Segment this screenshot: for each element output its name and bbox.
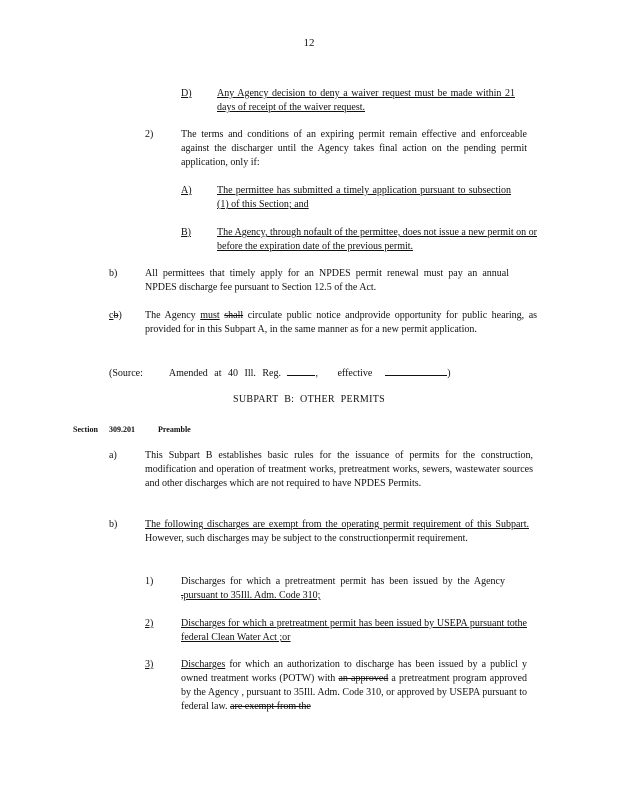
item-b-exempt-underlined: The following discharges are exempt from the operating permit requirement of this Subpart. <box>145 519 529 530</box>
source-blank-2 <box>385 365 447 376</box>
exempt-item-1-part-b: pursuant to 35Ill. Adm. Code 310; <box>183 590 321 601</box>
exempt-item-3-strike-a: an approved <box>338 673 389 684</box>
source-close: ) <box>447 368 451 379</box>
item-2-text: The terms and conditions of an expiring permit remain effective and enforceable against the discharger until the Agency takes final action on the pending permit application, only if: <box>181 129 527 168</box>
source-effective: effective <box>337 368 373 379</box>
exempt-item-2-text: Discharges for which a pretreatment permit has been issued by USEPA pursuant tothe federal Clean Water Act ;or <box>181 618 527 643</box>
exempt-item-3-label: 3) <box>145 659 154 670</box>
item-c-pre: The Agency <box>145 310 196 321</box>
item-d-label: D) <box>181 88 192 99</box>
item-c-old-label: b <box>113 310 119 321</box>
item-b-fee-label: b) <box>109 268 118 279</box>
exempt-item-1-text <box>181 575 505 603</box>
item-b-exempt-text <box>145 518 529 546</box>
exempt-item-1-label: 1) <box>145 576 154 587</box>
section-label: Section <box>73 425 98 434</box>
source-blank-1 <box>287 365 315 376</box>
page-number: 12 <box>303 37 315 49</box>
exempt-item-3-part-a: Discharges <box>181 659 226 670</box>
source-amended: Amended at 40 Ill. Reg. <box>168 368 281 379</box>
item-a-text: This Subpart B establishes basic rules for the issuance of permits for the construction, modification and operation of treatment works, pretreatment works, sewers, wastewater sources and other discharges which are not required to have NPDES Permits. <box>145 450 533 489</box>
source-prefix: (Source: <box>109 368 143 379</box>
exempt-item-3-part-b: for which an authorization to discharge has been issued by a publicl y owned treatment works (POTW) with <box>181 659 527 684</box>
item-c-shall: shall <box>224 310 244 321</box>
item-2b-label: B) <box>181 227 191 238</box>
exempt-item-3-strike-b: are exempt from the <box>230 701 311 712</box>
subpart-heading: SUBPART B: OTHER PERMITS <box>232 394 386 405</box>
section-number: 309.201 <box>109 425 135 434</box>
item-b-fee-text: All permittees that timely apply for an NPDES permit renewal must pay an annual NPDES discharge fee pursuant to Section 12.5 of the Act. <box>145 268 509 293</box>
item-2a-label: A) <box>181 185 192 196</box>
exempt-item-1-part-a: Discharges for which a pretreatment permit has been issued by the Agency <box>181 576 505 587</box>
section-title: Preamble <box>158 425 191 434</box>
item-c-text <box>145 309 537 337</box>
item-c-paren: ) <box>118 310 122 321</box>
item-c-new-label: c <box>109 310 114 321</box>
item-2-label: 2) <box>145 129 154 140</box>
item-c-must: must <box>200 310 220 321</box>
item-d-text: Any Agency decision to deny a waiver request must be made within 21 days of receipt of the waiver request. <box>217 88 515 113</box>
item-b-exempt-label: b) <box>109 519 118 530</box>
item-c-label <box>109 309 122 323</box>
item-a-label: a) <box>109 450 117 461</box>
item-2a-text: The permittee has submitted a timely application pursuant to subsection (1) of this Section; and <box>217 185 511 210</box>
exempt-item-3-text <box>181 658 527 714</box>
item-2b-text: The Agency, through nofault of the permittee, does not issue a new permit on or before the expiration date of the previous permit. <box>217 227 537 252</box>
item-c-rest: circulate public notice andprovide opportunity for public hearing, as provided for in this Subpart A, in the same manner as for a new permit application. <box>145 310 538 335</box>
exempt-item-1-strike: , <box>181 590 184 601</box>
exempt-item-3-part-c: a pretreatment program approved by the Agency , pursuant to 35Ill. Adm. Code 310, or approved by USEPA pursuant to federal law. <box>181 673 527 712</box>
source-note: (Source: Amended at 40 Ill. Reg. , effective ) <box>109 365 451 381</box>
item-b-exempt-rest: However, such discharges may be subject to the constructionpermit requirement. <box>145 533 468 544</box>
exempt-item-2-label: 2) <box>145 618 154 629</box>
